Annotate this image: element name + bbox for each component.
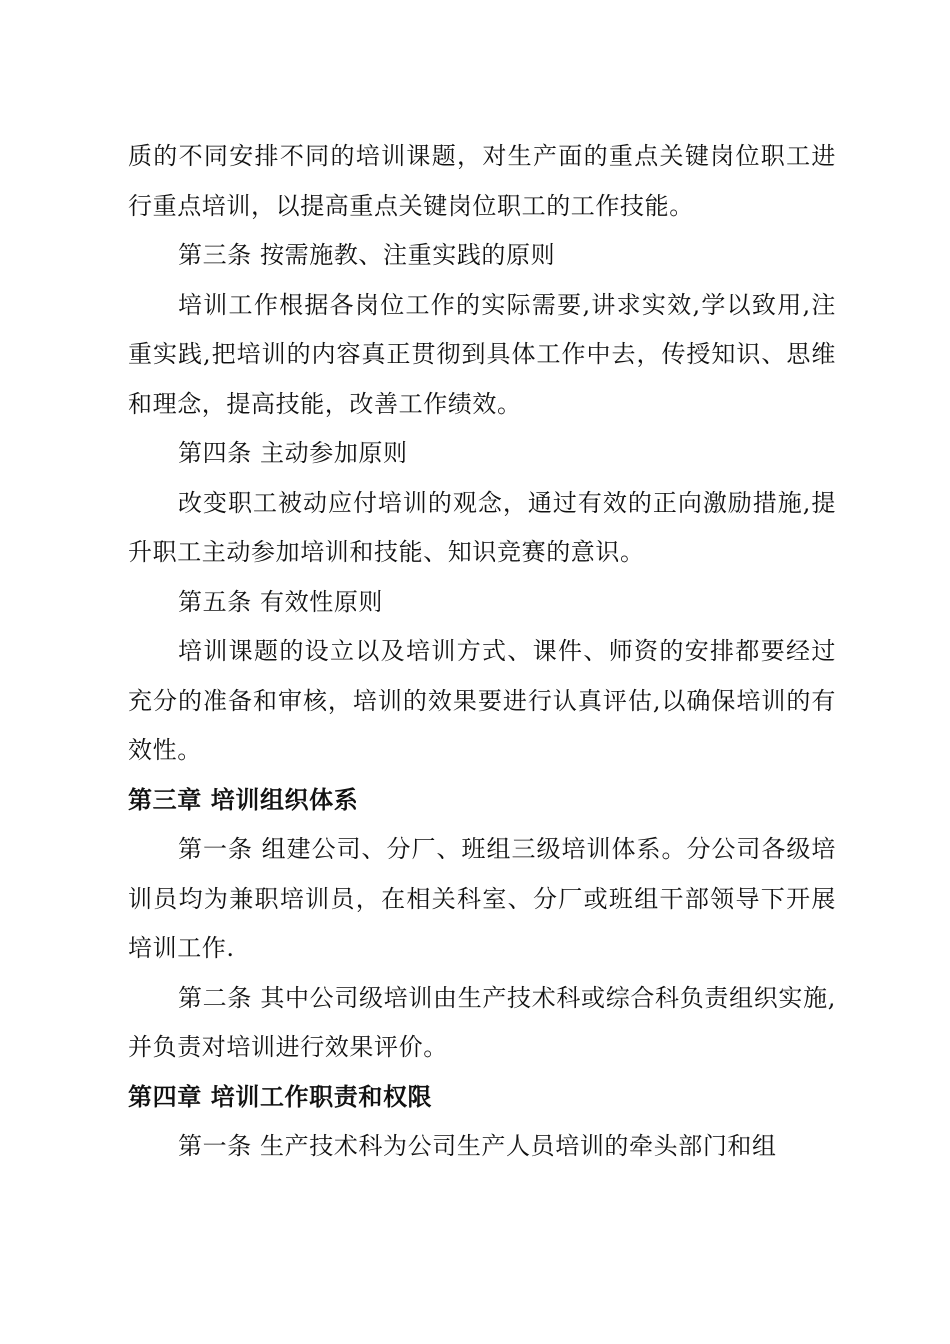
- paragraph: 第二条 其中公司级培训由生产技术科或综合科负责组织实施,并负责对培训进行效果评价。: [128, 983, 836, 1061]
- paragraph: 第一条 组建公司、分厂、班组三级培训体系。分公司各级培训员均为兼职培训员，在相关科室、分厂或班组干部领导下开展培训工作.: [128, 835, 836, 962]
- document-page: [128, 132, 836, 1172]
- chapter-heading: 第四章 培训工作职责和权限: [128, 1082, 433, 1111]
- chapter-heading: 第三章 培训组织体系: [128, 785, 359, 814]
- paragraph: 第一条 生产技术科为公司生产人员培训的牵头部门和组: [178, 1132, 777, 1160]
- paragraph: 培训工作根据各岗位工作的实际需要,讲求实效,学以致用,注重实践,把培训的内容真正贯彻到具体工作中去，传授知识、思维和理念，提高技能，改善工作绩效。: [128, 290, 836, 418]
- paragraph: 培训课题的设立以及培训方式、课件、师资的安排都要经过充分的准备和审核，培训的效果要进行认真评估,以确保培训的有效性。: [128, 637, 836, 764]
- article-heading: 第四条 主动参加原则: [178, 439, 408, 467]
- paragraph: 改变职工被动应付培训的观念，通过有效的正向激励措施,提升职工主动参加培训和技能、知识竞赛的意识。: [128, 488, 836, 566]
- article-heading: 第三条 按需施教、注重实践的原则: [178, 241, 556, 269]
- paragraph-continuation: 质的不同安排不同的培训课题，对生产面的重点关键岗位职工进行重点培训，以提高重点关键岗位职工的工作技能。: [128, 142, 836, 220]
- article-heading: 第五条 有效性原则: [178, 587, 384, 616]
